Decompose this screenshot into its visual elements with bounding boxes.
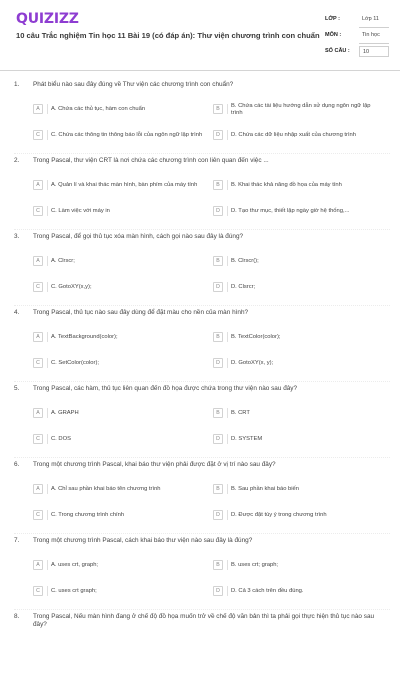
option-letter: C	[33, 358, 43, 368]
meta-count-label: SỐ CÂU :	[325, 48, 350, 54]
option-divider	[227, 332, 228, 342]
meta-subject-value: Tin học	[362, 32, 380, 38]
option-letter: B	[213, 484, 223, 494]
option-divider	[47, 484, 48, 494]
option-a[interactable]	[33, 479, 203, 501]
meta-grade-value: Lớp 11	[362, 16, 379, 22]
option-letter: C	[33, 510, 43, 520]
option-letter: B	[213, 256, 223, 266]
option-letter: B	[213, 560, 223, 570]
option-divider	[227, 256, 228, 266]
option-letter: A	[33, 180, 43, 190]
option-a[interactable]	[33, 555, 203, 577]
question-item	[0, 534, 400, 610]
option-c[interactable]	[33, 277, 203, 299]
option-letter: C	[33, 282, 43, 292]
option-text: C. Làm việc với máy in	[51, 208, 110, 215]
option-text: C. DOS	[51, 436, 71, 443]
option-text: D. SYSTEM	[231, 436, 263, 443]
option-letter: C	[33, 206, 43, 216]
question-text: Trong một chương trình Pascal, khai báo thư viện phải được đặt ở vị trí nào sau đây?	[33, 461, 276, 468]
question-number: 3.	[14, 233, 20, 240]
option-letter: A	[33, 256, 43, 266]
meta-subject-label: MÔN :	[325, 32, 342, 38]
option-divider	[227, 180, 228, 190]
option-text: B. Sau phần khai báo biến	[231, 486, 300, 493]
question-item	[0, 154, 400, 230]
option-letter: D	[213, 586, 223, 596]
option-letter: D	[213, 510, 223, 520]
option-divider	[47, 332, 48, 342]
option-a[interactable]	[33, 403, 203, 425]
option-letter: D	[213, 282, 223, 292]
option-divider	[47, 408, 48, 418]
option-b[interactable]	[213, 555, 383, 577]
question-text: Trong Pascal, thư viện CRT là nơi chứa các chương trình con liên quan đến việc ...	[33, 157, 269, 164]
option-divider	[227, 586, 228, 596]
option-text: D. Tạo thư mục, thiết lập ngày giờ hệ thống,...	[231, 208, 350, 215]
option-d[interactable]	[213, 125, 383, 147]
option-text: A. uses crt, graph;	[51, 562, 99, 569]
option-a[interactable]	[33, 251, 203, 273]
option-letter: A	[33, 332, 43, 342]
option-text: A. Chỉ sau phần khai báo tên chương trình	[51, 486, 161, 493]
worksheet-title: 10 câu Trắc nghiệm Tin học 11 Bài 19 (có đáp án): Thư viện chương trình con chuẩn	[16, 31, 320, 40]
option-letter: B	[213, 332, 223, 342]
option-divider	[47, 180, 48, 190]
question-text: Trong một chương trình Pascal, cách khai báo thư viện nào sau đây là đúng?	[33, 537, 253, 544]
option-letter: D	[213, 434, 223, 444]
meta-grade	[325, 14, 395, 30]
option-divider	[47, 434, 48, 444]
option-b[interactable]	[213, 251, 383, 273]
option-d[interactable]	[213, 201, 383, 223]
question-number: 7.	[14, 537, 20, 544]
question-text: Trong Pascal, thủ tục nào sau đây dùng để đặt màu cho nền của màn hình?	[33, 309, 249, 316]
option-text: B. uses crt; graph;	[231, 562, 279, 569]
question-number: 1.	[14, 81, 20, 88]
option-letter: D	[213, 206, 223, 216]
meta-grade-label: LỚP :	[325, 16, 340, 22]
option-a[interactable]	[33, 175, 203, 197]
option-divider	[227, 206, 228, 216]
option-letter: A	[33, 484, 43, 494]
question-number: 8.	[14, 613, 20, 620]
option-text: D. Clsrcr;	[231, 284, 256, 291]
option-c[interactable]	[33, 125, 203, 147]
option-text: D. Được đặt tùy ý trong chương trình	[231, 512, 327, 519]
question-list	[0, 78, 400, 686]
question-text: Trong Pascal, các hàm, thủ tục liên quan đến đồ họa được chứa trong thư viện nào sau đây?	[33, 385, 298, 392]
quizizz-logo[interactable]: QUIZIZZ	[16, 11, 79, 27]
option-divider	[47, 282, 48, 292]
meta-underline	[359, 43, 389, 44]
question-text: Trong Pascal, để gọi thủ tục xóa màn hình, cách gọi nào sau đây là đúng?	[33, 233, 244, 240]
option-b[interactable]	[213, 403, 383, 425]
option-divider	[227, 560, 228, 570]
option-divider	[47, 104, 48, 114]
option-text: A. Clrscr;	[51, 258, 75, 265]
option-text: B. CRT	[231, 410, 250, 417]
option-text: B. Chứa các tài liệu hướng dẫn sử dụng ngôn ngữ lập trình	[231, 102, 371, 116]
option-text: D. Chứa các dữ liệu nhập xuất của chương trình	[231, 132, 357, 139]
question-number: 5.	[14, 385, 20, 392]
option-text: A. TextBackground(color);	[51, 334, 118, 341]
question-text: Trong Pascal, Nếu màn hình đang ở chế độ đồ họa muốn trở về chế độ văn bản thì ta phải gọi thực hiện thủ tục nào sau đây?	[33, 613, 375, 628]
question-item	[0, 230, 400, 306]
option-letter: A	[33, 104, 43, 114]
option-divider	[47, 130, 48, 140]
question-number: 6.	[14, 461, 20, 468]
option-c[interactable]	[33, 353, 203, 375]
option-letter: B	[213, 408, 223, 418]
option-divider	[227, 282, 228, 292]
option-letter: C	[33, 586, 43, 596]
option-divider	[227, 130, 228, 140]
option-d[interactable]	[213, 353, 383, 375]
option-text: C. uses crt graph;	[51, 588, 97, 595]
option-text: C. Trong chương trình chính	[51, 512, 125, 519]
option-d[interactable]	[213, 277, 383, 299]
question-item	[0, 610, 400, 686]
option-text: B. Clrscr();	[231, 258, 259, 265]
option-text: B. Khai thác khả năng đồ họa của máy tính	[231, 182, 342, 189]
option-divider	[47, 510, 48, 520]
question-number: 4.	[14, 309, 20, 316]
question-item	[0, 458, 400, 534]
option-b[interactable]	[213, 327, 383, 349]
option-divider	[227, 484, 228, 494]
question-item	[0, 382, 400, 458]
option-letter: C	[33, 130, 43, 140]
option-c[interactable]	[33, 505, 203, 527]
header-divider	[0, 70, 400, 71]
option-d[interactable]	[213, 505, 383, 527]
option-text: D. GotoXY(x, y);	[231, 360, 274, 367]
option-divider	[227, 358, 228, 368]
meta-count-value: 10	[359, 46, 389, 57]
option-divider	[227, 510, 228, 520]
option-letter: B	[213, 180, 223, 190]
option-divider	[47, 560, 48, 570]
worksheet-header	[0, 0, 400, 70]
option-a[interactable]	[33, 99, 203, 121]
meta-question-count	[325, 46, 395, 62]
option-b[interactable]	[213, 175, 383, 197]
meta-underline	[359, 27, 389, 28]
option-letter: A	[33, 408, 43, 418]
question-text: Phát biểu nào sau đây đúng về Thư viện các chương trình con chuẩn?	[33, 81, 234, 88]
option-letter: B	[213, 104, 223, 114]
option-b[interactable]	[213, 479, 383, 501]
question-number: 2.	[14, 157, 20, 164]
option-divider	[227, 408, 228, 418]
option-a[interactable]	[33, 327, 203, 349]
option-text: C. GotoXY(x,y);	[51, 284, 92, 291]
option-text: A. Chứa các thủ tục, hàm con chuẩn	[51, 106, 146, 113]
option-text: D. Cả 3 cách trên đều đúng.	[231, 588, 304, 595]
option-letter: D	[213, 130, 223, 140]
option-divider	[47, 206, 48, 216]
option-c[interactable]	[33, 429, 203, 451]
option-divider	[227, 104, 228, 114]
option-letter: A	[33, 560, 43, 570]
question-item	[0, 78, 400, 154]
option-c[interactable]	[33, 201, 203, 223]
option-d[interactable]	[213, 429, 383, 451]
option-letter: D	[213, 358, 223, 368]
option-b[interactable]	[213, 99, 383, 121]
option-divider	[47, 586, 48, 596]
option-text: A. GRAPH	[51, 410, 79, 417]
option-letter: C	[33, 434, 43, 444]
option-divider	[47, 256, 48, 266]
meta-subject	[325, 30, 395, 46]
option-text: A. Quản lí và khai thác màn hình, bàn phím của máy tính	[51, 182, 198, 189]
worksheet-meta	[325, 14, 395, 62]
option-text: C. Chứa các thông tin thông báo lỗi của ngôn ngữ lập trình	[51, 132, 203, 139]
option-text: C. SetColor(color);	[51, 360, 99, 367]
option-divider	[47, 358, 48, 368]
option-divider	[227, 434, 228, 444]
question-item	[0, 306, 400, 382]
option-text: B. TextColor(color);	[231, 334, 281, 341]
